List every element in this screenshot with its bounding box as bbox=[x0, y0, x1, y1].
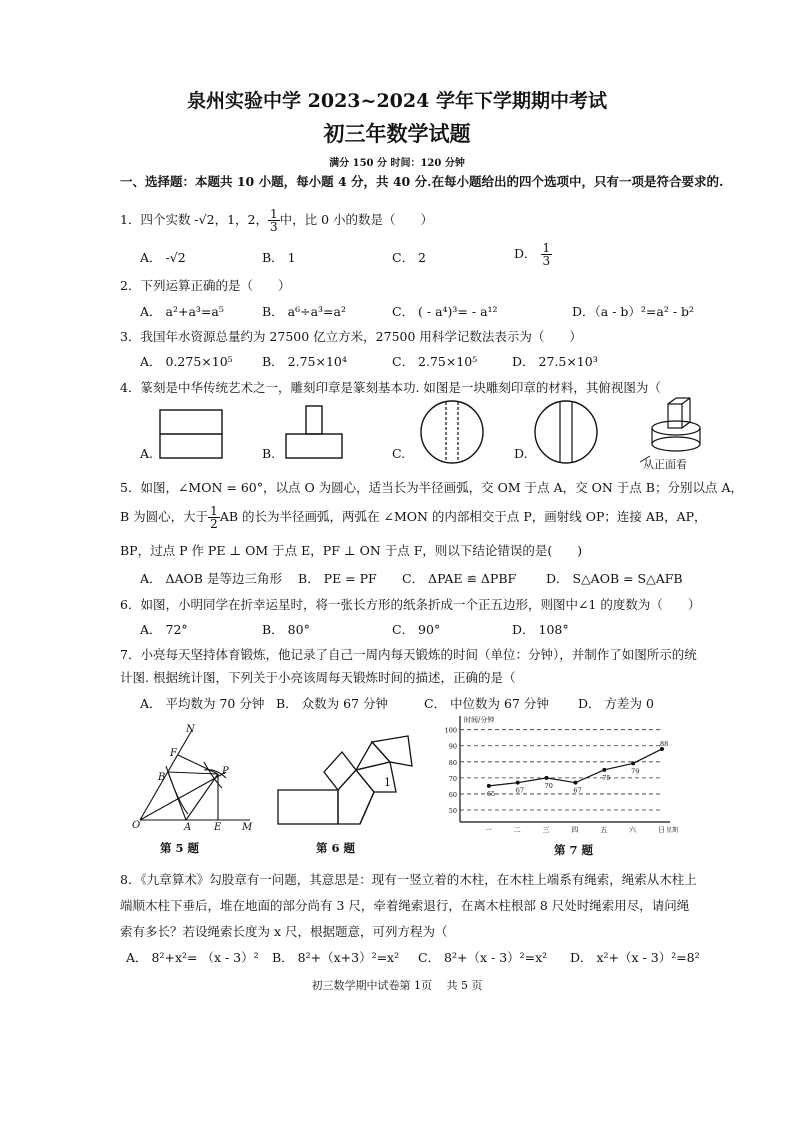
x-axis-label: 星期 bbox=[666, 827, 679, 834]
q7-option-d: D． 方差为 0 bbox=[578, 696, 654, 711]
figure-6 bbox=[272, 730, 418, 830]
q6-stem: 6．如图，小明同学在折幸运星时，将一张长方形的纸条折成一个正五边形，则图中∠1 的度数为（ ） bbox=[120, 597, 701, 612]
x-tick-label: 日 bbox=[658, 826, 665, 834]
q4-figures bbox=[120, 398, 720, 470]
figure-5 bbox=[130, 722, 260, 840]
y-tick-label: 80 bbox=[448, 758, 457, 767]
q3-option-b: B． 2.75×10⁴ bbox=[262, 354, 347, 369]
q4-figure-a bbox=[160, 410, 222, 458]
q7-option-c: C． 中位数为 67 分钟 bbox=[424, 696, 549, 711]
q8-line3: 索有多长？若设绳索长度为 x 尺，根据题意，可列方程为（ bbox=[120, 924, 448, 939]
q4-option-b: B. bbox=[262, 446, 276, 461]
q4-option-d: D. bbox=[514, 446, 528, 461]
fig5-label-o: O bbox=[132, 820, 141, 831]
q1-option-b: B． 1 bbox=[262, 250, 296, 265]
q4-option-a: A. bbox=[140, 446, 154, 461]
q8-line2: 端顺木柱下垂后，堆在地面的部分尚有 3 尺，牵着绳索退行，在离木柱根部 8 尺处时绳索用尽，请问绳 bbox=[120, 898, 690, 913]
exam-title: 泉州实验中学 2023~2024 学年下学期期中考试 bbox=[187, 90, 607, 112]
x-tick-label: 四 bbox=[571, 826, 579, 834]
y-axis-label: 时间/分钟 bbox=[464, 716, 495, 724]
q4-caption: 从正面看 bbox=[643, 458, 687, 471]
fig5-label-n: N bbox=[186, 724, 195, 735]
data-point bbox=[573, 781, 577, 785]
x-tick-label: 三 bbox=[542, 826, 550, 834]
q3-stem: 3．我国年水资源总量约为 27500 亿立方米，27500 用科学记数法表示为（ ） bbox=[120, 329, 582, 344]
fig5-label-b: B bbox=[158, 772, 166, 783]
q7-option-a: A． 平均数为 70 分钟 bbox=[140, 696, 265, 711]
q6-option-c: C． 90° bbox=[392, 622, 441, 637]
data-label: 65 bbox=[486, 789, 496, 798]
data-label: 75 bbox=[602, 773, 611, 782]
data-label: 67 bbox=[515, 786, 524, 795]
q1-option-a: A． -√2 bbox=[140, 250, 186, 265]
q4-figure-d bbox=[535, 401, 597, 463]
q1-option-d: D． $\frac{1}{3}$ bbox=[514, 241, 551, 268]
q2-option-a: A． a²+a³=a⁵ bbox=[140, 304, 224, 319]
exam-subtitle: 初三年数学试题 bbox=[323, 121, 471, 146]
data-label: 88 bbox=[660, 739, 669, 748]
q4-option-c: C. bbox=[392, 446, 406, 461]
q5-line3: BP，过点 P 作 PE ⊥ OM 于点 E，PF ⊥ ON 于点 F，则以下结论错误的是( ) bbox=[120, 543, 583, 558]
q3-option-c: C． 2.75×10⁵ bbox=[392, 354, 478, 369]
fig5-label-f: F bbox=[170, 748, 177, 759]
q7-line1: 7．小亮每天坚持体育锻炼，他记录了自己一周内每天锻炼的时间（单位：分钟），并制作了如图所示的统 bbox=[120, 647, 697, 662]
fig7-caption: 第 7 题 bbox=[554, 843, 594, 857]
q7-option-b: B． 众数为 67 分钟 bbox=[276, 696, 389, 711]
y-tick-label: 60 bbox=[448, 790, 457, 799]
fig6-angle-label: 1 bbox=[384, 776, 391, 789]
exam-meta: 满分 150 分 时间：120 分钟 bbox=[329, 158, 465, 169]
data-point bbox=[631, 761, 635, 765]
q4-figure-c bbox=[421, 401, 483, 463]
x-tick-label: 一 bbox=[484, 826, 492, 834]
q8-option-b: B． 8²+（x+3）²=x² bbox=[272, 950, 400, 965]
q8-line1: 8．《九章算术》勾股章有一问题，其意思是：现有一竖立着的木柱，在木柱上端系有绳索，绳索从木柱上 bbox=[120, 872, 697, 887]
q8-option-d: D． x²+（x - 3）²=8² bbox=[570, 950, 700, 965]
y-tick-label: 100 bbox=[444, 726, 457, 735]
data-label: 79 bbox=[631, 767, 640, 776]
q4-stem: 4．篆刻是中华传统艺术之一，雕刻印章是篆刻基本功. 如图是一块雕刻印章的材料，其俯视图为（ bbox=[120, 380, 661, 395]
q5-option-b: B． PE = PF bbox=[298, 571, 377, 586]
q6-option-d: D． 108° bbox=[512, 622, 569, 637]
q5-line1: 5．如图，∠MON = 60°，以点 O 为圆心，适当长为半径画弧，交 OM 于点 A，交 ON 于点 B；分别以点 A， bbox=[120, 480, 743, 495]
q4-figure-b bbox=[286, 406, 342, 458]
q8-option-c: C． 8²+（x - 3）²=x² bbox=[418, 950, 548, 965]
data-point bbox=[516, 781, 520, 785]
q4-stamp-3d bbox=[640, 398, 700, 462]
section-heading: 一、选择题：本题共 10 小题，每小题 4 分，共 40 分.在每小题给出的四个选项中，只有一项是符合要求的. bbox=[120, 174, 724, 189]
fig6-caption: 第 6 题 bbox=[316, 841, 356, 855]
fig5-caption: 第 5 题 bbox=[160, 841, 200, 855]
q7-line2: 计图. 根据统计图，下列关于小亮该周每天锻炼时间的描述，正确的是（ bbox=[120, 670, 516, 685]
q1-option-c: C． 2 bbox=[392, 250, 426, 265]
q3-option-a: A． 0.275×10⁵ bbox=[140, 354, 233, 369]
data-label: 67 bbox=[573, 786, 582, 795]
q6-option-a: A． 72° bbox=[140, 622, 188, 637]
q8-option-a: A． 8²+x²= （x - 3）² bbox=[126, 950, 259, 965]
x-tick-label: 五 bbox=[600, 826, 608, 834]
x-tick-label: 二 bbox=[513, 826, 521, 834]
q1-stem: 1．四个实数 -√2，1，2， $\frac{1}{3}$ 中，比 0 小的数是（ ） bbox=[120, 207, 434, 234]
q5-line2: B 为圆心，大于 $\frac{1}{2}$ AB 的长为半径画弧，两弧在 ∠MON 的内部相交于点 P，画射线 OP；连接 AB，AP， bbox=[120, 504, 707, 531]
data-label: 70 bbox=[544, 781, 553, 790]
q3-option-d: D． 27.5×10³ bbox=[512, 354, 598, 369]
y-tick-label: 90 bbox=[448, 742, 457, 751]
q5-option-c: C． ΔPAE ≌ ΔPBF bbox=[402, 571, 517, 586]
q2-option-d: D．（a - b）²=a² - b² bbox=[572, 304, 695, 319]
q5-option-d: D． S△AOB = S△AFB bbox=[546, 571, 683, 586]
x-tick-label: 六 bbox=[629, 826, 637, 834]
fig5-label-a: A bbox=[184, 822, 192, 833]
data-point bbox=[487, 784, 491, 788]
y-tick-label: 70 bbox=[448, 774, 457, 783]
q2-option-b: B． a⁶÷a³=a² bbox=[262, 304, 346, 319]
q6-option-b: B． 80° bbox=[262, 622, 310, 637]
fig5-label-m: M bbox=[242, 822, 253, 833]
figure-7-chart bbox=[446, 712, 688, 836]
q2-option-c: C． ( - a⁴)³= - a¹² bbox=[392, 304, 498, 319]
fig5-label-p: P bbox=[222, 766, 229, 777]
data-point bbox=[545, 776, 549, 780]
q2-stem: 2．下列运算正确的是（ ） bbox=[120, 278, 291, 293]
page-footer: 初三数学期中试卷第 1页 共 5 页 bbox=[311, 979, 483, 992]
data-point bbox=[602, 768, 606, 772]
y-tick-label: 50 bbox=[448, 806, 457, 815]
q1-fraction: $\frac{1}{3}$ bbox=[269, 207, 278, 234]
fig5-label-e: E bbox=[214, 822, 222, 833]
q5-option-a: A． ΔAOB 是等边三角形 bbox=[140, 571, 282, 586]
